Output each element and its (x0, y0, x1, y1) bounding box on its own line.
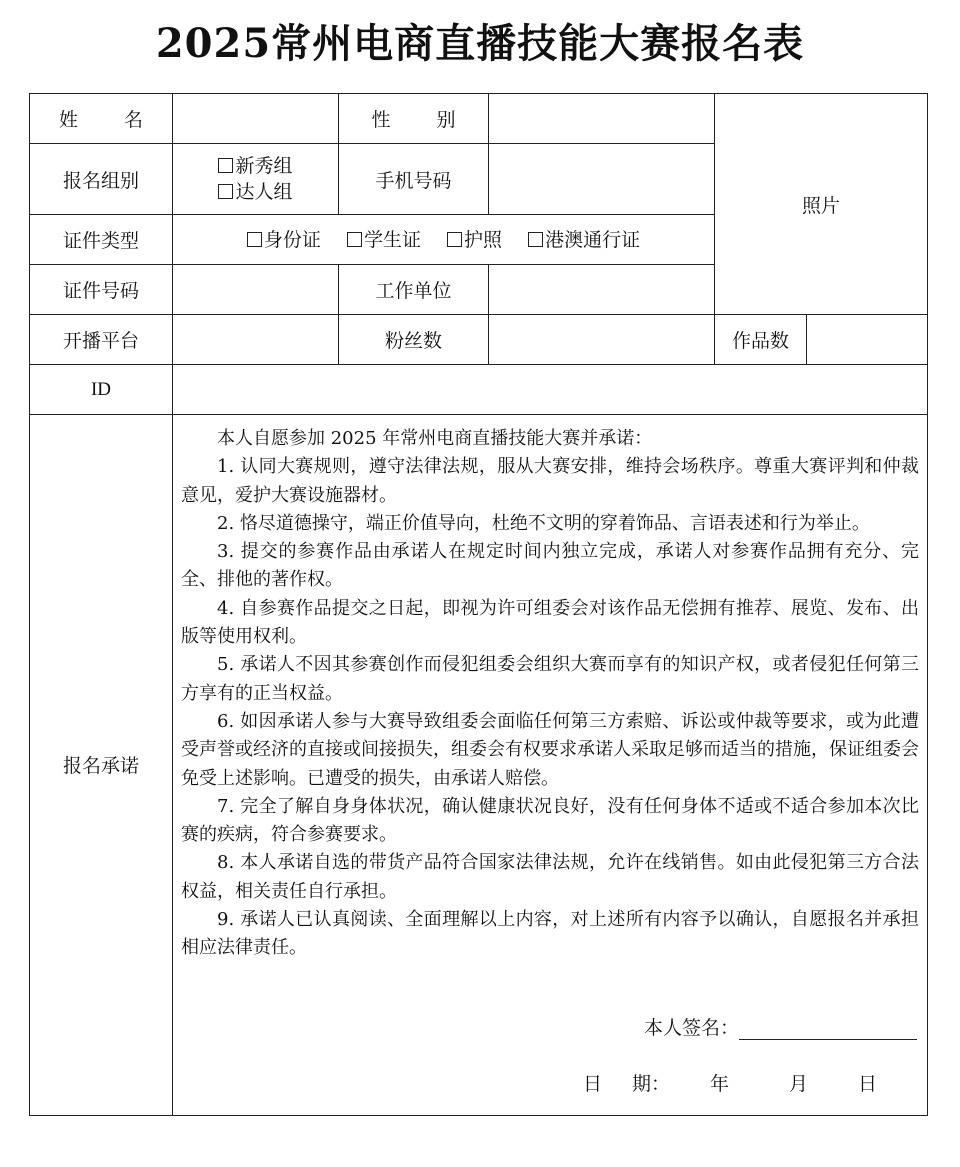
platform-field[interactable] (173, 315, 339, 365)
photo-label: 照片 (802, 194, 841, 217)
id-type-label: 证件类型 (30, 215, 173, 265)
checkbox-icon[interactable] (528, 232, 543, 247)
pledge-item: 1. 认同大赛规则，遵守法律法规，服从大赛安排，维持会场秩序。尊重大赛评判和仲裁意见，爱护大赛设施器材。 (181, 456, 920, 506)
id-field[interactable] (173, 365, 928, 415)
id-number-field[interactable] (173, 265, 339, 315)
pledge-item: 7. 完全了解自身身体状况，确认健康状况良好，没有任何身体不适或不适合参加本次比赛的疾病，符合参赛要求。 (181, 795, 920, 846)
pledge-item: 3. 提交的参赛作品由承诺人在规定时间内独立完成，承诺人对参赛作品拥有充分、完全、排他的著作权。 (181, 541, 920, 591)
id-option-idcard[interactable]: 身份证 (247, 229, 321, 251)
group-option-expert[interactable]: 达人组 (173, 179, 338, 205)
gender-field[interactable] (489, 94, 715, 144)
signature-line (644, 1013, 917, 1040)
id-option-passport[interactable]: 护照 (447, 229, 502, 251)
date-line: 日 期： 年 月 日 (582, 1072, 878, 1095)
id-number-label: 证件号码 (30, 265, 173, 315)
name-field[interactable] (173, 94, 339, 144)
pledge-content (173, 415, 928, 1116)
name-label: 姓 名 (30, 94, 173, 144)
id-label: ID (30, 365, 173, 415)
checkbox-icon[interactable] (218, 184, 233, 199)
pledge-item: 2. 恪尽道德操守，端正价值导向，杜绝不文明的穿着饰品、言语表述和行为举止。 (217, 512, 870, 534)
signature-field[interactable] (739, 1019, 917, 1040)
fans-field[interactable] (489, 315, 715, 365)
id-option-hk-macau-permit[interactable]: 港澳通行证 (528, 229, 640, 251)
pledge-intro: 本人自愿参加 2025 年常州电商直播技能大赛并承诺： (217, 428, 653, 449)
photo-box[interactable] (715, 94, 928, 315)
pledge-item: 9. 承诺人已认真阅读、全面理解以上内容，对上述所有内容予以确认，自愿报名并承担相应法律责任。 (181, 909, 920, 959)
employer-field[interactable] (489, 265, 715, 315)
pledge-label: 报名承诺 (30, 415, 173, 1116)
checkbox-icon[interactable] (347, 232, 362, 247)
gender-label: 性 别 (339, 94, 489, 144)
employer-label: 工作单位 (339, 265, 489, 315)
checkbox-icon[interactable] (247, 232, 262, 247)
checkbox-icon[interactable] (447, 232, 462, 247)
group-label: 报名组别 (30, 144, 173, 215)
group-options (173, 144, 339, 215)
signature-block (181, 963, 919, 1115)
pledge-item: 8. 本人承诺自选的带货产品符合国家法律法规，允许在线销售。如由此侵犯第三方合法权益，相关责任自行承担。 (181, 852, 920, 902)
id-option-student[interactable]: 学生证 (347, 229, 421, 251)
works-label: 作品数 (715, 315, 807, 365)
signature-label: 本人签名： (644, 1016, 740, 1039)
checkbox-icon[interactable] (218, 158, 233, 173)
fans-label: 粉丝数 (339, 315, 489, 365)
registration-form (29, 93, 928, 1116)
form-title: 2025常州电商直播技能大赛报名表 (155, 20, 805, 67)
pledge-item: 5. 承诺人不因其参赛创作而侵犯组委会组织大赛而享有的知识产权，或者侵犯任何第三方享有的正当权益。 (181, 654, 920, 704)
works-field[interactable] (807, 315, 928, 365)
phone-label: 手机号码 (339, 144, 489, 215)
pledge-item: 4. 自参赛作品提交之日起，即视为许可组委会对该作品无偿拥有推荐、展览、发布、出版等使用权利。 (181, 597, 920, 648)
platform-label: 开播平台 (30, 315, 173, 365)
pledge-item: 6. 如因承诺人参与大赛导致组委会面临任何第三方索赔、诉讼或仲裁等要求，或为此遭受声誉或经济的直接或间接损失，组委会有权要求承诺人采取足够而适当的措施，保证组委会免受上述影响。已遭受的损失，由承诺人赔偿。 (181, 710, 920, 789)
id-type-options (173, 215, 715, 265)
phone-field[interactable] (489, 144, 715, 215)
group-option-newcomer[interactable]: 新秀组 (173, 153, 338, 179)
